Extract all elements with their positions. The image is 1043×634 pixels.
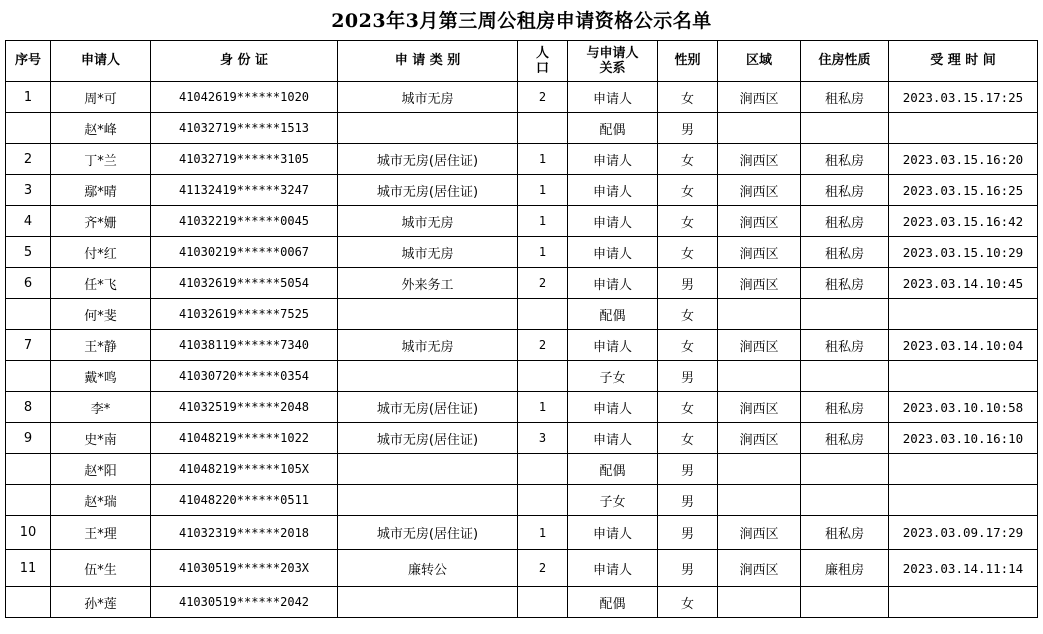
header-time: 受 理 时 间 [889, 41, 1038, 82]
table-row [6, 206, 1038, 237]
cell-persons: 1 [518, 392, 568, 423]
cell-relation: 子女 [568, 361, 658, 392]
cell-category [338, 299, 518, 330]
cell-persons: 1 [518, 175, 568, 206]
cell-id-card: 41032219******0045 [151, 206, 338, 237]
cell-district [718, 485, 801, 516]
cell-category: 城市无房 [338, 82, 518, 113]
cell-applicant: 伍*生 [51, 550, 151, 587]
cell-time: 2023.03.10.16:10 [889, 423, 1038, 454]
table-row [6, 330, 1038, 361]
header-relation-line2: 关系 [599, 61, 626, 76]
cell-id-card: 41048219******105X [151, 454, 338, 485]
cell-persons: 1 [518, 206, 568, 237]
cell-persons [518, 485, 568, 516]
cell-persons [518, 361, 568, 392]
cell-time: 2023.03.15.16:20 [889, 144, 1038, 175]
cell-category: 城市无房 [338, 206, 518, 237]
cell-relation: 申请人 [568, 237, 658, 268]
table-row [6, 550, 1038, 587]
cell-relation: 配偶 [568, 587, 658, 618]
cell-applicant: 赵*峰 [51, 113, 151, 144]
cell-housing [801, 299, 889, 330]
cell-category: 城市无房 [338, 237, 518, 268]
cell-applicant: 齐*姗 [51, 206, 151, 237]
cell-relation: 申请人 [568, 175, 658, 206]
cell-gender: 男 [658, 113, 718, 144]
cell-gender: 男 [658, 361, 718, 392]
cell-district: 涧西区 [718, 144, 801, 175]
cell-persons: 3 [518, 423, 568, 454]
cell-time: 2023.03.15.16:25 [889, 175, 1038, 206]
cell-applicant: 丁*兰 [51, 144, 151, 175]
cell-time [889, 587, 1038, 618]
cell-applicant: 赵*阳 [51, 454, 151, 485]
cell-housing [801, 113, 889, 144]
table-row [6, 587, 1038, 618]
cell-district: 涧西区 [718, 175, 801, 206]
table-row [6, 175, 1038, 206]
cell-relation: 配偶 [568, 454, 658, 485]
cell-id-card: 41030519******203X [151, 550, 338, 587]
cell-persons: 2 [518, 330, 568, 361]
cell-housing: 租私房 [801, 423, 889, 454]
cell-time [889, 299, 1038, 330]
header-relation [568, 41, 658, 82]
cell-persons [518, 454, 568, 485]
cell-time: 2023.03.14.10:04 [889, 330, 1038, 361]
cell-relation: 子女 [568, 485, 658, 516]
cell-housing: 租私房 [801, 237, 889, 268]
cell-index: 6 [6, 268, 51, 299]
header-district: 区域 [718, 41, 801, 82]
cell-persons [518, 587, 568, 618]
header-persons-line2: 口 [535, 61, 549, 76]
cell-persons: 1 [518, 516, 568, 550]
table-row [6, 423, 1038, 454]
table-row [6, 454, 1038, 485]
cell-district: 涧西区 [718, 516, 801, 550]
cell-id-card: 41048219******1022 [151, 423, 338, 454]
table-body [6, 82, 1038, 618]
cell-time [889, 113, 1038, 144]
cell-id-card: 41030219******0067 [151, 237, 338, 268]
cell-time: 2023.03.14.11:14 [889, 550, 1038, 587]
table-row [6, 392, 1038, 423]
cell-index: 8 [6, 392, 51, 423]
cell-gender: 女 [658, 175, 718, 206]
cell-persons: 1 [518, 237, 568, 268]
cell-id-card: 41032719******3105 [151, 144, 338, 175]
cell-district: 涧西区 [718, 206, 801, 237]
cell-persons: 2 [518, 550, 568, 587]
cell-category: 外来务工 [338, 268, 518, 299]
cell-applicant: 史*南 [51, 423, 151, 454]
cell-district [718, 587, 801, 618]
cell-index [6, 454, 51, 485]
cell-relation: 申请人 [568, 144, 658, 175]
cell-applicant: 鄢*晴 [51, 175, 151, 206]
cell-applicant: 戴*鸣 [51, 361, 151, 392]
cell-index: 4 [6, 206, 51, 237]
cell-time: 2023.03.09.17:29 [889, 516, 1038, 550]
cell-housing: 租私房 [801, 144, 889, 175]
cell-gender: 女 [658, 82, 718, 113]
cell-category: 城市无房(居住证) [338, 175, 518, 206]
cell-gender: 男 [658, 268, 718, 299]
cell-index [6, 113, 51, 144]
cell-gender: 女 [658, 237, 718, 268]
cell-gender: 男 [658, 485, 718, 516]
cell-category: 城市无房(居住证) [338, 423, 518, 454]
cell-district [718, 113, 801, 144]
document-title: 2023年3月第三周公租房申请资格公示名单 [331, 10, 712, 32]
cell-housing [801, 587, 889, 618]
header-applicant: 申请人 [51, 41, 151, 82]
cell-id-card: 41030519******2042 [151, 587, 338, 618]
header-id-card: 身 份 证 [151, 41, 338, 82]
cell-applicant: 王*静 [51, 330, 151, 361]
table-row [6, 361, 1038, 392]
cell-applicant: 任*飞 [51, 268, 151, 299]
cell-housing: 租私房 [801, 175, 889, 206]
cell-applicant: 付*红 [51, 237, 151, 268]
cell-id-card: 41032319******2018 [151, 516, 338, 550]
cell-time [889, 485, 1038, 516]
cell-gender: 女 [658, 330, 718, 361]
cell-housing: 租私房 [801, 82, 889, 113]
cell-id-card: 41032719******1513 [151, 113, 338, 144]
header-row [6, 41, 1038, 82]
cell-index [6, 587, 51, 618]
cell-relation: 申请人 [568, 330, 658, 361]
cell-id-card: 41042619******1020 [151, 82, 338, 113]
cell-id-card: 41030720******0354 [151, 361, 338, 392]
cell-relation: 配偶 [568, 113, 658, 144]
cell-applicant: 孙*莲 [51, 587, 151, 618]
cell-category [338, 113, 518, 144]
cell-index [6, 299, 51, 330]
cell-relation: 申请人 [568, 392, 658, 423]
cell-district: 涧西区 [718, 550, 801, 587]
table-row [6, 268, 1038, 299]
cell-category [338, 587, 518, 618]
cell-applicant: 赵*瑞 [51, 485, 151, 516]
cell-time: 2023.03.15.17:25 [889, 82, 1038, 113]
cell-district: 涧西区 [718, 268, 801, 299]
cell-index: 1 [6, 82, 51, 113]
cell-gender: 女 [658, 423, 718, 454]
cell-index: 5 [6, 237, 51, 268]
cell-id-card: 41032619******7525 [151, 299, 338, 330]
cell-housing: 廉租房 [801, 550, 889, 587]
cell-index [6, 485, 51, 516]
header-index: 序号 [6, 41, 51, 82]
cell-category: 城市无房 [338, 330, 518, 361]
cell-district [718, 454, 801, 485]
header-relation-line1: 与申请人 [586, 46, 639, 61]
header-category: 申 请 类 别 [338, 41, 518, 82]
cell-relation: 申请人 [568, 268, 658, 299]
cell-id-card: 41132419******3247 [151, 175, 338, 206]
cell-gender: 女 [658, 392, 718, 423]
cell-housing: 租私房 [801, 516, 889, 550]
cell-district: 涧西区 [718, 237, 801, 268]
cell-housing: 租私房 [801, 206, 889, 237]
cell-index: 11 [6, 550, 51, 587]
cell-applicant: 王*理 [51, 516, 151, 550]
cell-district [718, 361, 801, 392]
cell-index [6, 361, 51, 392]
cell-category: 城市无房(居住证) [338, 516, 518, 550]
table-header [6, 41, 1038, 82]
cell-time: 2023.03.15.10:29 [889, 237, 1038, 268]
cell-index: 2 [6, 144, 51, 175]
table-row [6, 82, 1038, 113]
cell-relation: 申请人 [568, 550, 658, 587]
cell-relation: 申请人 [568, 206, 658, 237]
cell-gender: 男 [658, 550, 718, 587]
cell-index: 3 [6, 175, 51, 206]
cell-gender: 女 [658, 206, 718, 237]
header-persons [518, 41, 568, 82]
applicant-table [5, 40, 1038, 618]
header-housing: 住房性质 [801, 41, 889, 82]
cell-housing: 租私房 [801, 268, 889, 299]
cell-gender: 女 [658, 587, 718, 618]
cell-relation: 配偶 [568, 299, 658, 330]
table-row [6, 113, 1038, 144]
cell-relation: 申请人 [568, 423, 658, 454]
cell-applicant: 李* [51, 392, 151, 423]
cell-category: 城市无房(居住证) [338, 144, 518, 175]
cell-category: 廉转公 [338, 550, 518, 587]
cell-category [338, 361, 518, 392]
cell-persons: 1 [518, 144, 568, 175]
cell-district: 涧西区 [718, 392, 801, 423]
cell-housing [801, 361, 889, 392]
cell-gender: 女 [658, 144, 718, 175]
cell-gender: 男 [658, 454, 718, 485]
table-row [6, 237, 1038, 268]
cell-time: 2023.03.15.16:42 [889, 206, 1038, 237]
table-row [6, 299, 1038, 330]
cell-district: 涧西区 [718, 82, 801, 113]
table-row [6, 144, 1038, 175]
cell-category [338, 454, 518, 485]
cell-persons [518, 113, 568, 144]
cell-relation: 申请人 [568, 82, 658, 113]
cell-index: 9 [6, 423, 51, 454]
cell-id-card: 41032519******2048 [151, 392, 338, 423]
table-row [6, 516, 1038, 550]
cell-housing [801, 485, 889, 516]
cell-persons: 2 [518, 82, 568, 113]
cell-id-card: 41032619******5054 [151, 268, 338, 299]
cell-relation: 申请人 [568, 516, 658, 550]
cell-housing [801, 454, 889, 485]
cell-id-card: 41038119******7340 [151, 330, 338, 361]
cell-category: 城市无房(居住证) [338, 392, 518, 423]
cell-time [889, 454, 1038, 485]
cell-district [718, 299, 801, 330]
cell-persons [518, 299, 568, 330]
cell-id-card: 41048220******0511 [151, 485, 338, 516]
cell-applicant: 周*可 [51, 82, 151, 113]
cell-housing: 租私房 [801, 392, 889, 423]
header-gender: 性别 [658, 41, 718, 82]
header-persons-line1: 人 [535, 46, 549, 61]
cell-time: 2023.03.14.10:45 [889, 268, 1038, 299]
cell-category [338, 485, 518, 516]
cell-persons: 2 [518, 268, 568, 299]
cell-housing: 租私房 [801, 330, 889, 361]
cell-index: 10 [6, 516, 51, 550]
cell-time [889, 361, 1038, 392]
cell-index: 7 [6, 330, 51, 361]
cell-district: 涧西区 [718, 423, 801, 454]
table-row [6, 485, 1038, 516]
cell-gender: 男 [658, 516, 718, 550]
cell-time: 2023.03.10.10:58 [889, 392, 1038, 423]
cell-gender: 女 [658, 299, 718, 330]
cell-applicant: 何*斐 [51, 299, 151, 330]
cell-district: 涧西区 [718, 330, 801, 361]
